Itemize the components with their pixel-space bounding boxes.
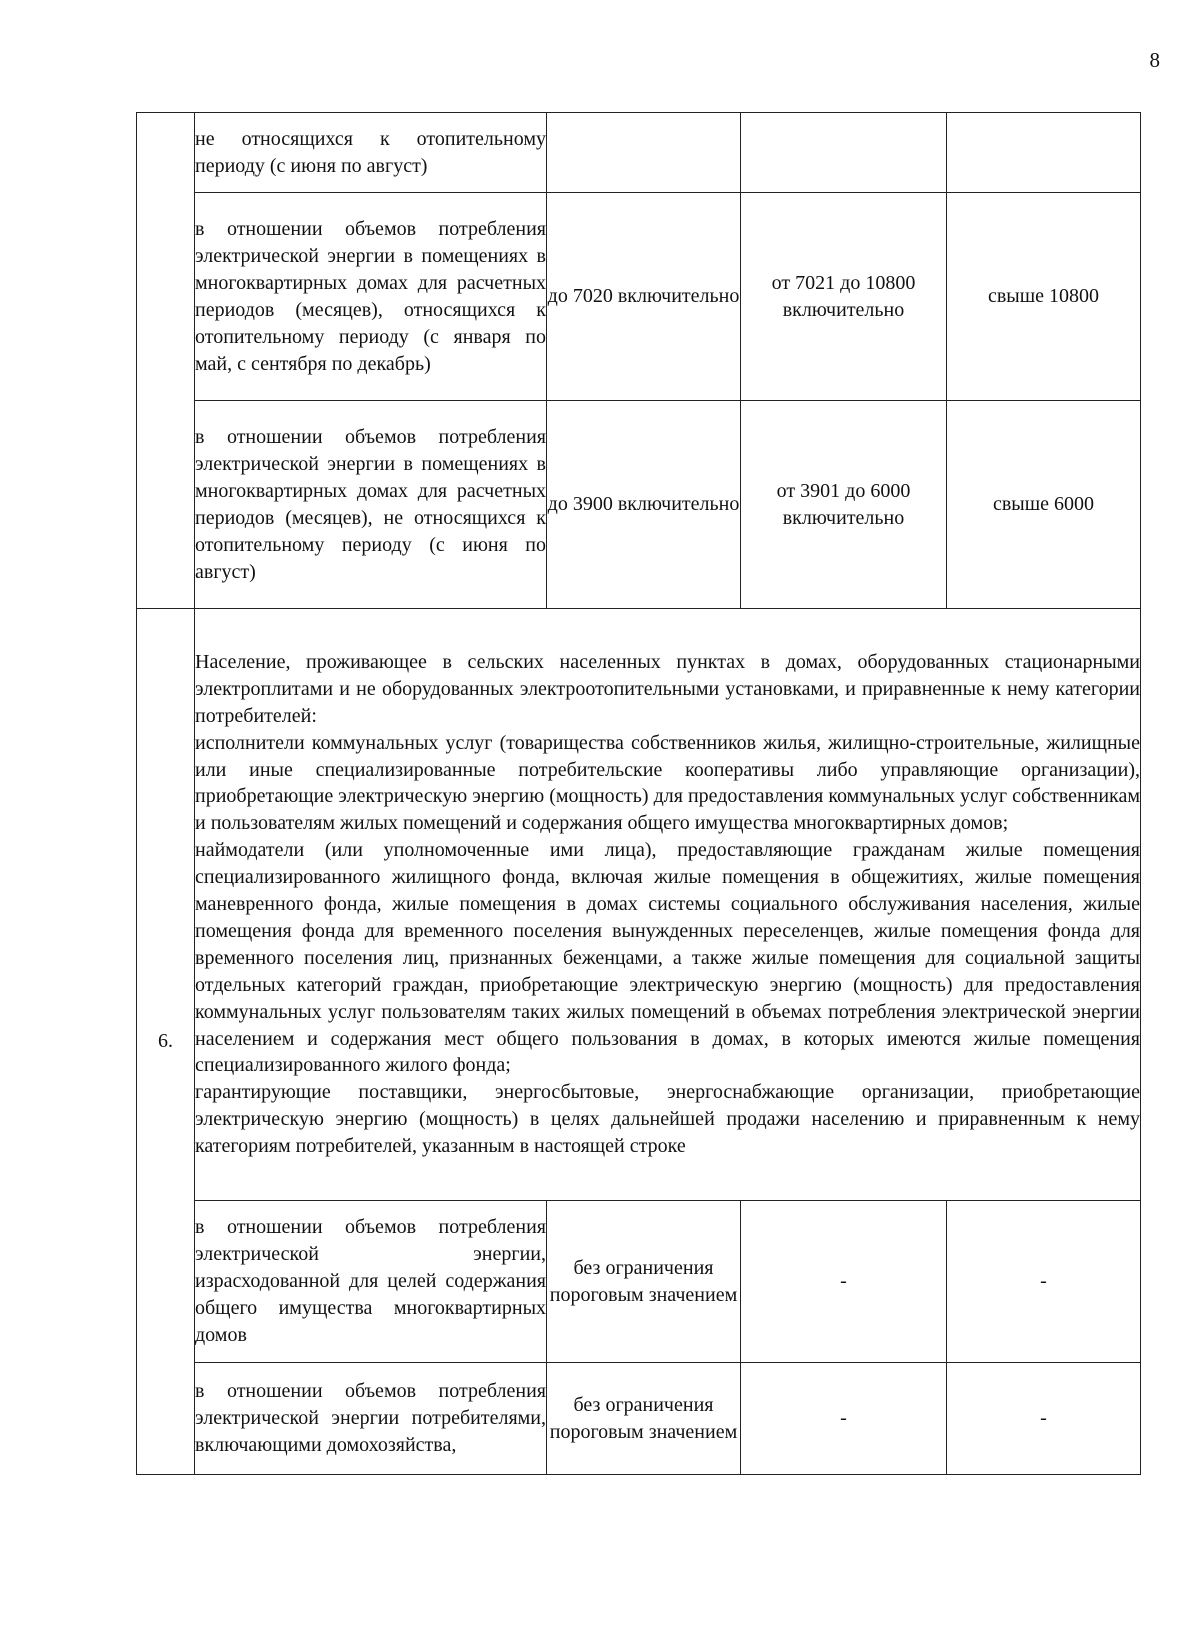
threshold-3: -: [947, 1201, 1141, 1363]
threshold-1: до 7020 включительно: [547, 193, 741, 401]
section-description: [195, 609, 1141, 1201]
section-paragraph: гарантирующие поставщики, энергосбытовые, энергоснабжающие организации, приобретающие электрическую энергию (мощность) в целях дальнейшей продажи населению и приравненным к нему категориям потребителей, указанным в настоящей строке: [195, 1081, 1140, 1158]
row-number-cell: [137, 113, 195, 609]
threshold-2: от 7021 до 10800 включительно: [741, 193, 947, 401]
threshold-2: от 3901 до 6000 включительно: [741, 401, 947, 609]
threshold-3: -: [947, 1363, 1141, 1475]
table-row: [137, 1201, 1141, 1363]
tariff-table: [136, 112, 1141, 1475]
threshold-2: -: [741, 1201, 947, 1363]
threshold-3: свыше 10800: [947, 193, 1141, 401]
table-row: [137, 193, 1141, 401]
section-paragraph: наймодатели (или уполномоченные ими лица), предоставляющие гражданам жилые помещения специализированного жилищного фонда, включая жилые помещения в общежитиях, жилые помещения маневренного фонда, жилые помещения в домах системы социального обслуживания населения, жилые помещения фонда для временного поселения вынужденных переселенцев, жилые помещения фонда для временного поселения лиц, признанных беженцами, а также жилые помещения для социальной защиты отдельных категорий граждан, приобретающие электрическую энергию (мощность) для предоставления коммунальных услуг пользователям таких жилых помещений в объемах потребления электрической энергии населением и содержания мест общего пользования в домах, в которых имеются жилые помещения специализированного жилого фонда;: [195, 839, 1140, 1077]
threshold-3: свыше 6000: [947, 401, 1141, 609]
section-number: 6.: [137, 609, 195, 1475]
threshold-1: без ограничения пороговым значением: [547, 1363, 741, 1475]
page-number: 8: [1149, 48, 1160, 72]
threshold-1: до 3900 включительно: [547, 401, 741, 609]
section-paragraph: Население, проживающее в сельских населенных пунктах в домах, оборудованных стационарными электроплитами и не оборудованных электроотопительными установками, и приравненные к нему категории потребителей:: [195, 650, 1140, 727]
threshold-1: без ограничения пороговым значением: [547, 1201, 741, 1363]
row-description: в отношении объемов потребления электрической энергии потребителями, включающими домохозяйства,: [195, 1363, 547, 1475]
table-row: [137, 401, 1141, 609]
threshold-1: [547, 113, 741, 193]
row-description: в отношении объемов потребления электрической энергии, израсходованной для целей содержания общего имущества многоквартирных домов: [195, 1201, 547, 1363]
table-row: [137, 1363, 1141, 1475]
row-description: в отношении объемов потребления электрической энергии в помещениях в многоквартирных домах для расчетных периодов (месяцев), относящихся к отопительному периоду (с января по май, с сентября по декабрь): [195, 193, 547, 401]
threshold-2: -: [741, 1363, 947, 1475]
threshold-3: [947, 113, 1141, 193]
row-description: в отношении объемов потребления электрической энергии в помещениях в многоквартирных домах для расчетных периодов (месяцев), не относящихся к отопительному периоду (с июня по август): [195, 401, 547, 609]
threshold-2: [741, 113, 947, 193]
section-header-row: [137, 609, 1141, 1201]
row-description: не относящихся к отопительному периоду (с июня по август): [195, 113, 547, 193]
table-row: [137, 113, 1141, 193]
section-paragraph: исполнители коммунальных услуг (товарищества собственников жилья, жилищно-строительные, жилищные или иные специализированные потребительские кооперативы либо управляющие организации), приобретающие электрическую энергию (мощность) для предоставления коммунальных услуг собственникам и пользователям жилых помещений и содержания общего имущества многоквартирных домов;: [195, 731, 1140, 835]
